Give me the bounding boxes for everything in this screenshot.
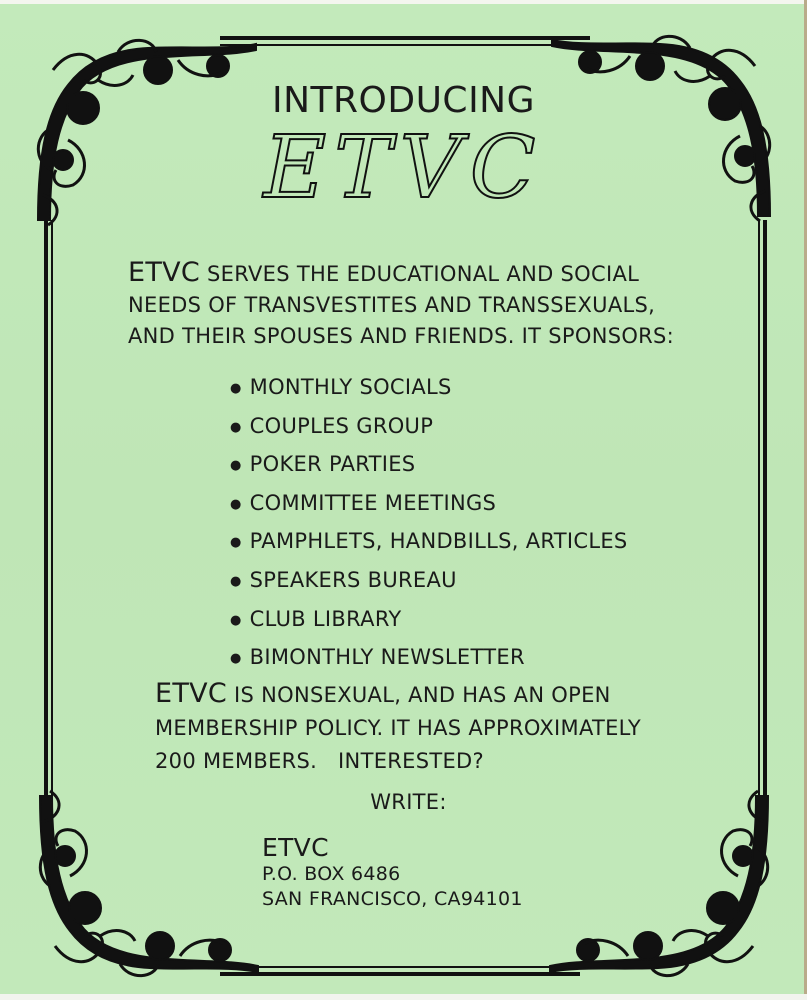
list-item: ● COUPLES GROUP <box>230 407 628 446</box>
address-city: SAN FRANCISCO, CA94101 <box>262 888 523 910</box>
address-po-box: P.O. BOX 6486 <box>262 863 401 885</box>
intro-line: NEEDS OF TRANSVESTITES AND TRANSSEXUALS, <box>128 293 656 317</box>
floral-corner-bottom-right-icon <box>548 786 778 986</box>
write-label: WRITE: <box>370 790 447 814</box>
intro-paragraph <box>128 257 674 352</box>
intro-line: AND THEIR SPOUSES AND FRIENDS. IT SPONSORS: <box>128 324 675 348</box>
list-item: ● BIMONTHLY NEWSLETTER <box>230 638 628 677</box>
policy-line: IS NONSEXUAL, AND HAS AN OPEN <box>227 683 611 707</box>
list-item: ● MONTHLY SOCIALS <box>230 368 628 407</box>
floral-corner-bottom-left-icon <box>30 786 260 986</box>
sponsors-list <box>230 368 628 677</box>
policy-paragraph <box>155 677 641 778</box>
address-name: ETVC <box>262 833 329 862</box>
policy-org: ETVC <box>155 678 228 709</box>
list-item: ● COMMITTEE MEETINGS <box>230 484 628 523</box>
mailing-address <box>262 834 523 912</box>
list-item: ● SPEAKERS BUREAU <box>230 561 628 600</box>
intro-line: SERVES THE EDUCATIONAL AND SOCIAL <box>200 262 640 286</box>
intro-org: ETVC <box>128 257 201 288</box>
list-item: ● CLUB LIBRARY <box>230 600 628 639</box>
policy-line: MEMBERSHIP POLICY. IT HAS APPROXIMATELY <box>155 716 642 740</box>
list-item: ● POKER PARTIES <box>230 445 628 484</box>
list-item: ● PAMPHLETS, HANDBILLS, ARTICLES <box>230 522 628 561</box>
paper-edge-top <box>0 0 807 4</box>
paper-edge-bottom <box>0 994 807 1000</box>
heading: INTRODUCING <box>271 80 536 121</box>
etvc-script-logo: ETVC <box>263 118 544 218</box>
policy-line: 200 MEMBERS. INTERESTED? <box>155 749 484 773</box>
